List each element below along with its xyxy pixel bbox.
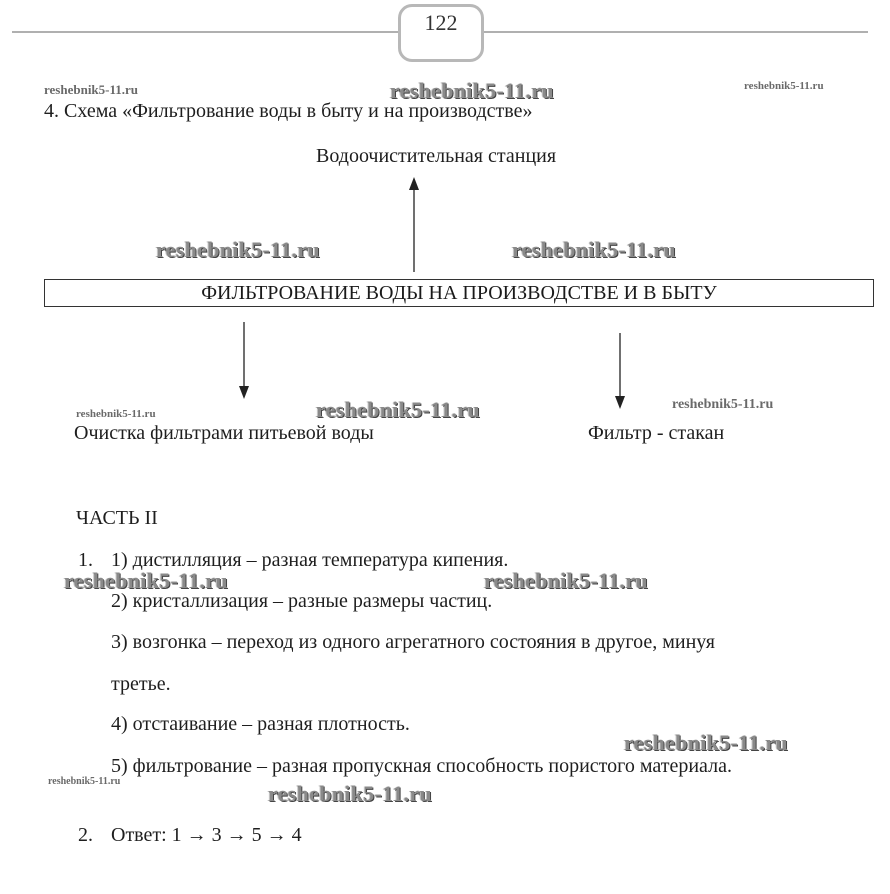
answer-item: 5) фильтрование – разная пропускная способность пористого материала. [111,755,732,777]
watermark: reshebnik5-11.ru [48,776,121,787]
diagram-title: 4. Схема «Фильтрование воды в быту и на производстве» [44,100,533,122]
watermark: reshebnik5-11.ru [156,237,320,262]
answer-sequence: Ответ: 1 → 3 → 5 → 4 [111,824,302,846]
answer-item: третье. [111,673,171,695]
watermark: reshebnik5-11.ru [316,397,480,422]
arrow-left-head [239,386,249,399]
diagram-top-node: Водоочистительная станция [316,145,557,167]
watermark: reshebnik5-11.ru [484,568,648,593]
answer-item: 3) возгонка – переход из одного агрегатного состояния в другое, минуя [111,631,715,653]
answer-item: 4) отстаивание – разная плотность. [111,713,410,735]
watermark: reshebnik5-11.ru [624,730,788,755]
watermark: reshebnik5-11.ru [76,408,156,420]
part-heading: ЧАСТЬ II [76,507,158,529]
diagram-center-box: ФИЛЬТРОВАНИЕ ВОДЫ НА ПРОИЗВОДСТВЕ И В БЫТУ [44,279,874,307]
watermark: reshebnik5-11.ru [512,237,676,262]
diagram-right-node: Фильтр - стакан [588,422,725,444]
answer-item: 2) кристаллизация – разные размеры частиц. [111,590,493,612]
arrow-right-head [615,396,625,409]
diagram-left-node: Очистка фильтрами питьевой воды [74,422,374,444]
watermark: reshebnik5-11.ru [390,78,554,103]
question-number: 2. [78,824,93,846]
answer-item: 1) дистилляция – разная температура кипения. [111,549,509,571]
question-number: 1. [78,549,93,571]
watermark: reshebnik5-11.ru [64,568,228,593]
watermark: reshebnik5-11.ru [672,397,774,412]
page-number: 122 [424,10,458,35]
watermark: reshebnik5-11.ru [268,781,432,806]
watermark: reshebnik5-11.ru [744,80,824,92]
watermark: reshebnik5-11.ru [44,82,139,97]
arrow-up-head [409,177,419,190]
